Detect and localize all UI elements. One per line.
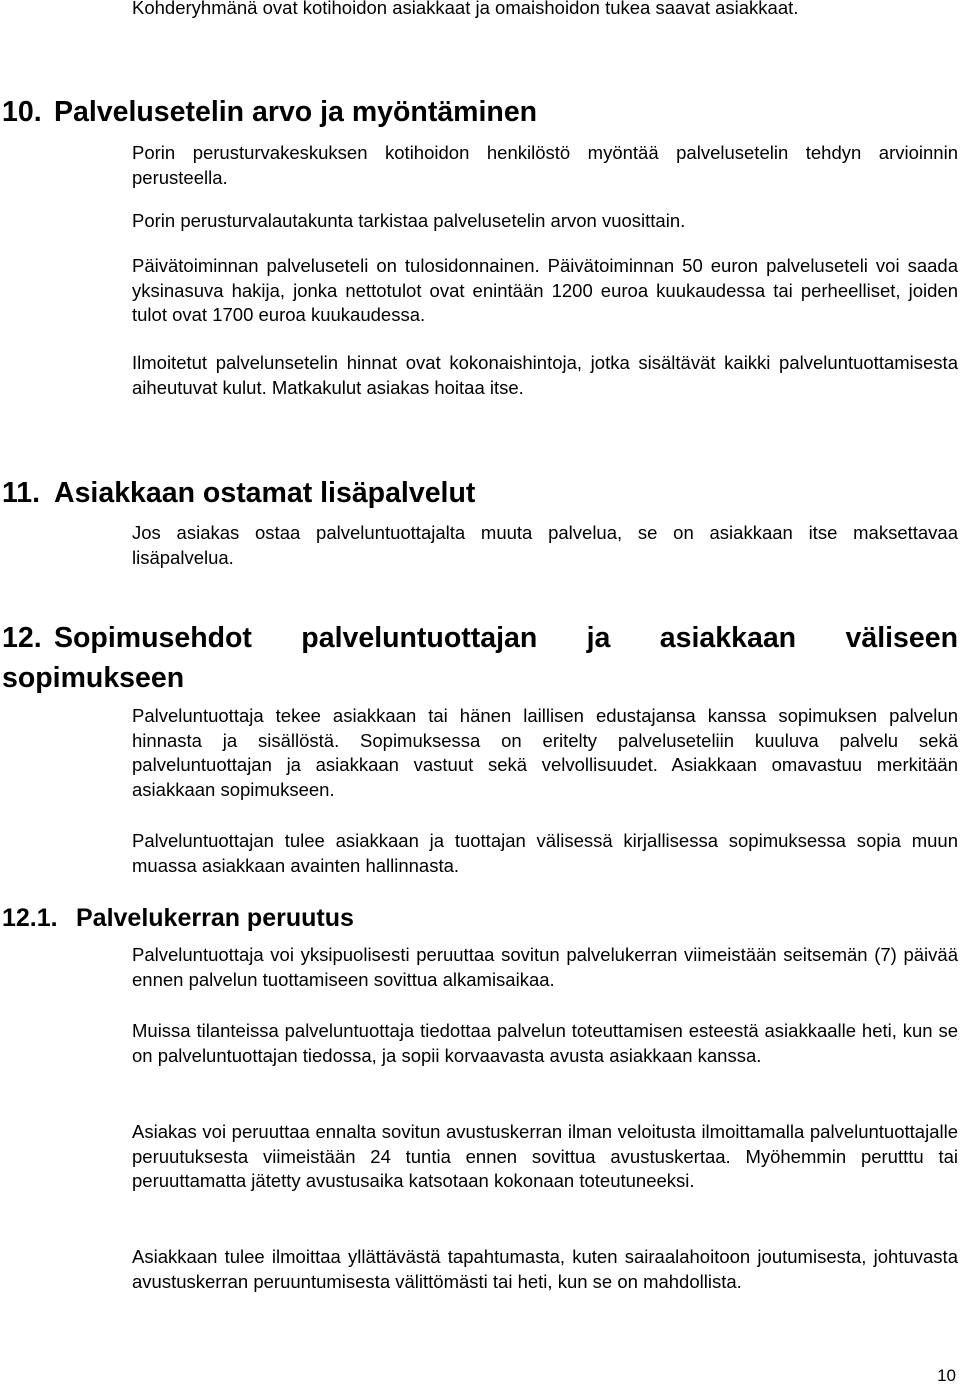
section-12-paragraph-2: Palveluntuottajan tulee asiakkaan ja tuottajan välisessä kirjallisessa sopimuksessa sopia muun muassa asiakkaan avainten hallinnasta. (132, 830, 958, 876)
section-12-1-paragraph-2: Muissa tilanteissa palveluntuottaja tiedottaa palvelun toteuttamisen esteestä asiakkaalle heti, kun se on palveluntuottajan tiedossa, ja sopii korvaavasta avusta asiakkaan kanssa. (132, 1020, 958, 1066)
intro-line: Kohderyhmänä ovat kotihoidon asiakkaat ja omaishoidon tukea saavat asiakkaat. (132, 0, 799, 18)
section-10-paragraph-2: Porin perusturvalautakunta tarkistaa palvelusetelin arvon vuosittain. (132, 210, 686, 231)
section-12-paragraph-1: Palveluntuottaja tekee asiakkaan tai hänen laillisen edustajansa kanssa sopimuksen palvelun hinnasta ja sisällöstä. Sopimuksessa on eritelty palveluseteliin kuuluva palvelu sekä palveluntuottajan ja asiakkaan vastuut sekä velvollisuudet. Asiakkaan omavastuu merkitään asiakkaan sopimukseen. (132, 705, 958, 800)
section-12-heading (2, 618, 958, 698)
section-11-heading (2, 473, 475, 513)
section-11-paragraph-1: Jos asiakas ostaa palveluntuottajalta muuta palvelua, se on asiakkaan itse maksettavaa lisäpalvelua. (132, 522, 958, 568)
section-11-title: Asiakkaan ostamat lisäpalvelut (54, 477, 476, 509)
section-12-number: 12. (2, 622, 42, 654)
section-10-paragraph-4: Ilmoitetut palvelunsetelin hinnat ovat kokonaishintoja, jotka sisältävät kaikki palveluntuottamisesta aiheutuvat kulut. Matkakulut asiakas hoitaa itse. (132, 352, 958, 398)
section-10-heading (2, 92, 537, 132)
page-number: 10 (937, 1366, 956, 1385)
section-11-number: 11. (2, 477, 41, 509)
section-12-1-title: Palvelukerran peruutus (76, 904, 354, 932)
section-10-paragraph-1: Porin perusturvakeskuksen kotihoidon henkilöstö myöntää palvelusetelin tehdyn arvioinnin perusteella. (132, 142, 958, 188)
section-12-1-paragraph-3: Asiakas voi peruuttaa ennalta sovitun avustuskerran ilman veloitusta ilmoittamalla palveluntuottajalle peruutuksesta viimeistään 24 tuntia ennen sovittua avustuskertaa. Myöhemmin perutttu tai peruuttamatta jätetty avustusaika katsotaan kokonaan toteutuneeksi. (132, 1121, 958, 1191)
section-10-title: Palvelusetelin arvo ja myöntäminen (54, 96, 538, 128)
section-12-1-paragraph-4: Asiakkaan tulee ilmoittaa yllättävästä tapahtumasta, kuten sairaalahoitoon joutumisesta, johtuvasta avustuskerran peruuntumisesta välittömästi tai heti, kun se on mahdollista. (132, 1246, 958, 1292)
section-12-1-paragraph-1: Palveluntuottaja voi yksipuolisesti peruuttaa sovitun palvelukerran viimeistään seitsemän (7) päivää ennen palvelun tuottamiseen sovittua alkamisaikaa. (132, 944, 958, 990)
section-10-paragraph-3: Päivätoiminnan palveluseteli on tulosidonnainen. Päivätoiminnan 50 euron palveluseteli voi saada yksinasuva hakija, jonka nettotulot ovat enintään 1200 euroa kuukaudessa tai perheelliset, joiden tulot ovat 1700 euroa kuukaudessa. (132, 255, 958, 325)
section-12-title: Sopimusehdot palveluntuottajan ja asiakkaan väliseen sopimukseen (2, 622, 958, 694)
section-10-number: 10. (2, 96, 42, 128)
section-12-1-heading (2, 902, 354, 934)
section-12-1-number: 12.1. (2, 904, 58, 932)
